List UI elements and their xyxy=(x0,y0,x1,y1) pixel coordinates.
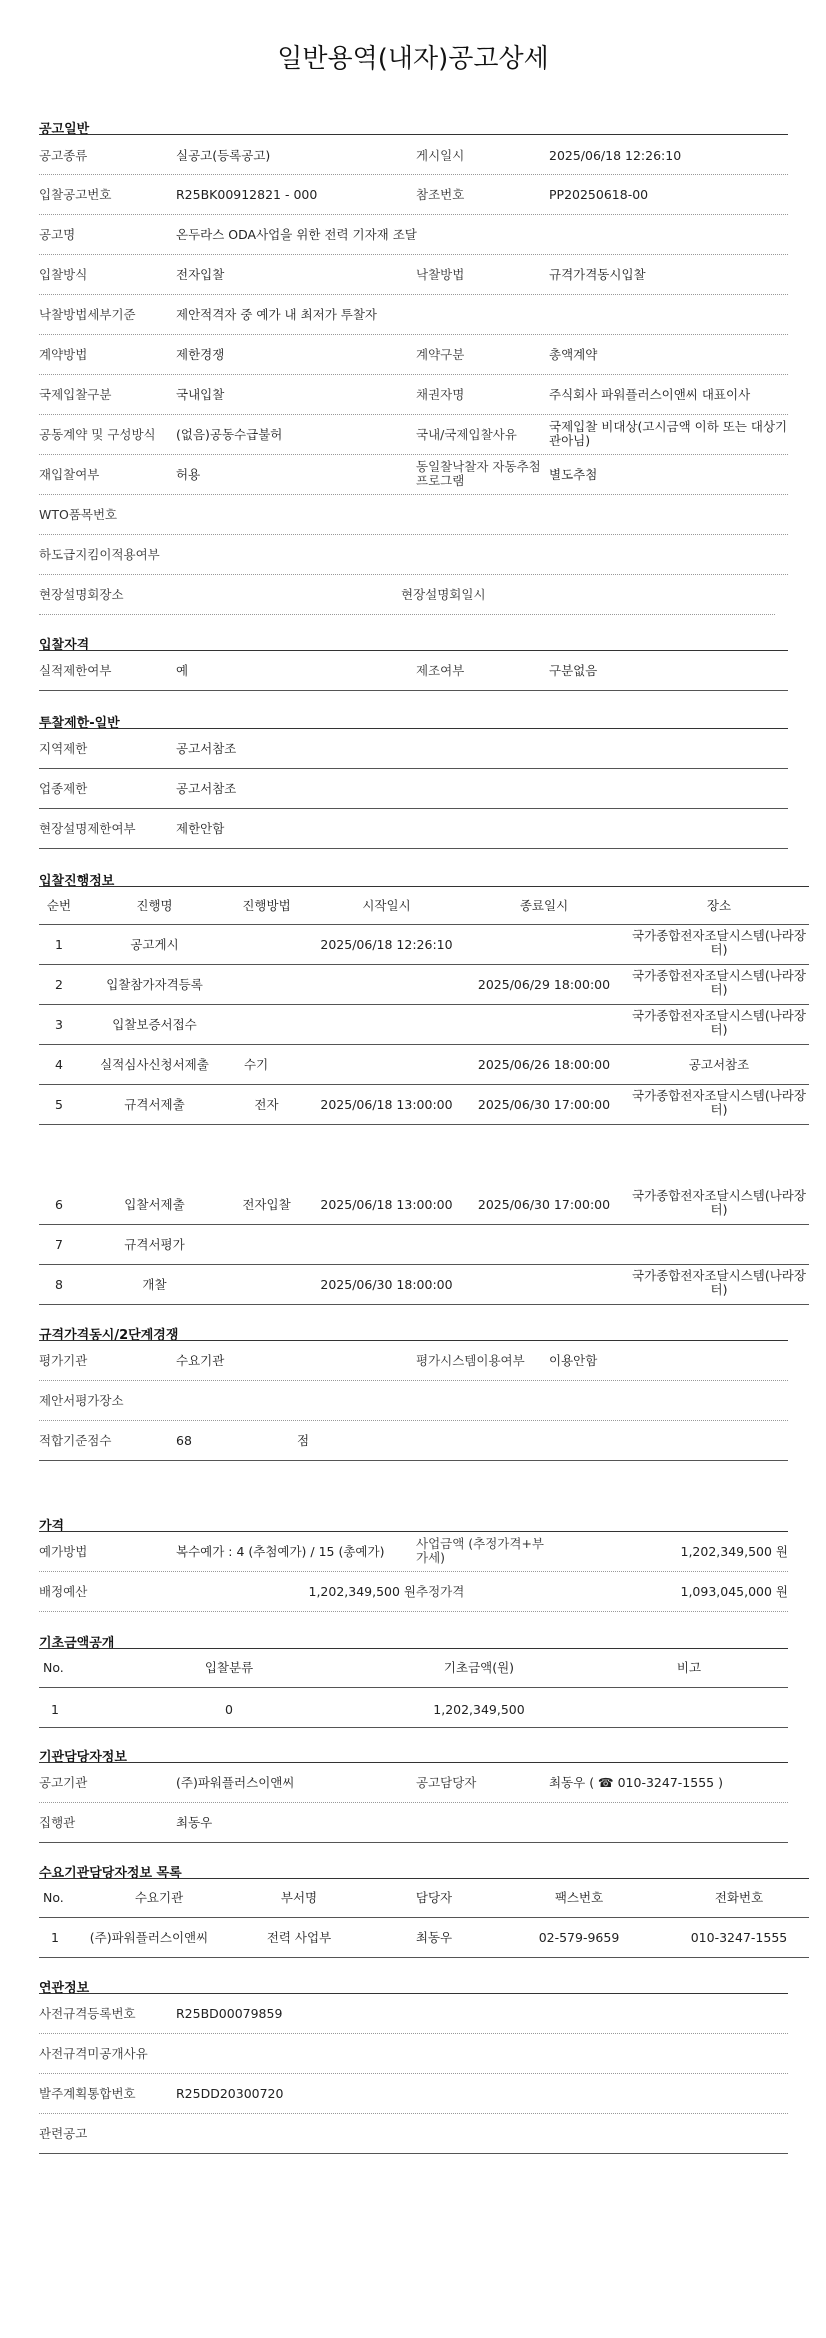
general-label: 현장설명회장소 xyxy=(39,587,124,602)
related-value: R25DD20300720 xyxy=(176,2086,284,2101)
base-cell-amount: 1,202,349,500 xyxy=(433,1702,525,1717)
section-twostage-title: 규격가격동시/2단계경쟁 xyxy=(39,1328,179,1343)
restriction-row-region xyxy=(39,729,788,769)
demand-col-header: 팩스번호 xyxy=(554,1890,604,1905)
twostage-row-place xyxy=(39,1381,788,1421)
general-value: 제한경쟁 xyxy=(176,347,225,362)
related-label: 사전규격등록번호 xyxy=(39,2006,136,2021)
progress-row xyxy=(39,925,809,965)
qualification-value: 예 xyxy=(176,663,189,678)
general-row-site-briefing xyxy=(39,575,775,615)
base-col-header: 비고 xyxy=(676,1660,702,1675)
restriction-value: 공고서참조 xyxy=(176,781,237,796)
general-value: (없음)공동수급불허 xyxy=(176,427,283,442)
progress-cell-name: 입찰서제출 xyxy=(124,1197,185,1212)
price-label: 예가방법 xyxy=(39,1544,88,1559)
demand-col-header: No. xyxy=(43,1890,64,1905)
price-value: 1,093,045,000 원 xyxy=(680,1584,788,1599)
general-label: 국내/국제입찰사유 xyxy=(416,427,517,442)
progress-row xyxy=(39,1225,809,1265)
progress-row xyxy=(39,1185,809,1225)
restriction-label: 현장설명제한여부 xyxy=(39,821,136,836)
progress-cell-method: 수기 xyxy=(244,1057,269,1072)
section-progress-title: 입찰진행정보 xyxy=(39,874,115,889)
section-base-title: 기초금액공개 xyxy=(39,1636,115,1651)
section-restriction-title: 투찰제한-일반 xyxy=(39,716,120,731)
related-row-related-notice xyxy=(39,2114,788,2154)
general-label: 낙찰방법 xyxy=(416,267,465,282)
demand-col-header: 담당자 xyxy=(415,1890,453,1905)
demand-header-row xyxy=(39,1879,809,1918)
progress-cell-name: 공고게시 xyxy=(130,937,179,952)
agency-label: 집행관 xyxy=(39,1815,76,1830)
price-value: 1,202,349,500 원 xyxy=(308,1584,416,1599)
progress-cell-name: 실적심사신청서제출 xyxy=(100,1057,209,1072)
general-value: 국내입찰 xyxy=(176,387,225,402)
progress-cell-no: 1 xyxy=(55,937,63,952)
general-label: 공동계약 및 구성방식 xyxy=(39,427,156,442)
price-label: 사업금액 (추정가격+부가세) xyxy=(416,1536,544,1565)
progress-cell-place: 공고서참조 xyxy=(688,1057,750,1072)
page-title: 일반용역(내자)공고상세 xyxy=(277,44,549,74)
base-col-header: 입찰분류 xyxy=(204,1660,254,1675)
twostage-label: 제안서평가장소 xyxy=(39,1393,124,1408)
agency-row-org xyxy=(39,1763,788,1803)
section-demand-title: 수요기관담당자정보 목록 xyxy=(39,1866,182,1881)
demand-cell-fax: 02-579-9659 xyxy=(538,1930,620,1945)
progress-cell-no: 5 xyxy=(55,1097,63,1112)
general-row-award-criteria xyxy=(39,295,788,335)
twostage-row-score xyxy=(39,1421,788,1461)
progress-cell-place: 국가종합전자조달시스템(나라장터) xyxy=(632,1088,806,1117)
demand-cell-tel: 010-3247-1555 xyxy=(690,1930,788,1945)
general-label: 계약방법 xyxy=(39,347,88,362)
progress-cell-method: 전자 xyxy=(254,1097,279,1112)
qualification-row xyxy=(39,651,788,691)
price-row-budget xyxy=(39,1572,788,1612)
agency-value: 최동우 xyxy=(176,1815,213,1830)
base-cell-no: 1 xyxy=(51,1702,59,1717)
qualification-label: 실적제한여부 xyxy=(39,663,112,678)
progress-cell-name: 입찰참가자격등록 xyxy=(106,977,203,992)
related-label: 발주계획통합번호 xyxy=(39,2086,136,2101)
agency-label: 공고기관 xyxy=(39,1775,88,1790)
progress-cell-place: 국가종합전자조달시스템(나라장터) xyxy=(632,928,806,957)
demand-cell-person: 최동우 xyxy=(415,1930,453,1945)
qualification-label: 제조여부 xyxy=(416,663,465,678)
general-label: 참조번호 xyxy=(416,187,465,202)
demand-cell-org: (주)파워플러스이앤씨 xyxy=(89,1930,209,1945)
general-label: 공고명 xyxy=(39,227,76,242)
progress-row xyxy=(39,1265,809,1305)
general-label: 하도급지킴이적용여부 xyxy=(39,547,160,562)
demand-cell-dept: 전력 사업부 xyxy=(266,1930,332,1945)
general-value: 별도추첨 xyxy=(549,467,598,482)
progress-row xyxy=(39,1005,809,1045)
progress-cell-name: 입찰보증서접수 xyxy=(112,1017,197,1032)
general-row-wto xyxy=(39,495,788,535)
agency-label: 공고담당자 xyxy=(416,1775,477,1790)
base-row xyxy=(39,1688,788,1728)
demand-cell-no: 1 xyxy=(51,1930,59,1945)
general-row-notice-name xyxy=(39,215,788,255)
progress-cell-place: 국가종합전자조달시스템(나라장터) xyxy=(632,1008,806,1037)
restriction-label: 지역제한 xyxy=(39,741,88,756)
general-value: R25BK00912821 - 000 xyxy=(176,187,318,202)
progress-cell-start: 2025/06/30 18:00:00 xyxy=(320,1277,453,1292)
progress-cell-no: 2 xyxy=(55,977,63,992)
progress-col-header: 순번 xyxy=(46,898,72,913)
progress-cell-no: 3 xyxy=(55,1017,63,1032)
general-label: 입찰방식 xyxy=(39,267,88,282)
base-header-row xyxy=(39,1649,788,1688)
progress-cell-start: 2025/06/18 13:00:00 xyxy=(320,1097,453,1112)
progress-cell-place: 국가종합전자조달시스템(나라장터) xyxy=(632,1268,806,1297)
general-label: 입찰공고번호 xyxy=(39,187,112,202)
qualification-value: 구분없음 xyxy=(549,663,598,678)
general-label: 공고종류 xyxy=(39,148,88,163)
general-row-bid-method xyxy=(39,255,788,295)
price-row-method xyxy=(39,1532,788,1572)
progress-cell-end: 2025/06/30 17:00:00 xyxy=(477,1197,611,1212)
general-value: PP20250618-00 xyxy=(549,187,649,202)
general-value: 주식회사 파워플러스이앤씨 대표이사 xyxy=(549,387,751,402)
general-row-notice-type xyxy=(39,135,788,175)
progress-cell-start: 2025/06/18 13:00:00 xyxy=(320,1197,453,1212)
general-row-intl-bid xyxy=(39,375,788,415)
demand-col-header: 수요기관 xyxy=(134,1890,184,1905)
demand-row xyxy=(39,1918,809,1958)
twostage-unit: 점 xyxy=(297,1433,310,1448)
progress-header-row xyxy=(39,887,809,925)
general-row-contract-method xyxy=(39,335,788,375)
progress-cell-no: 7 xyxy=(55,1237,63,1252)
twostage-label: 평가기관 xyxy=(39,1353,88,1368)
general-label: 계약구분 xyxy=(416,347,465,362)
general-label: 현장설명회일시 xyxy=(401,587,486,602)
agency-value: 최동우 ( ☎ 010-3247-1555 ) xyxy=(549,1775,723,1790)
base-cell-class: 0 xyxy=(225,1702,233,1717)
general-row-joint-contract xyxy=(39,415,788,455)
price-label: 추정가격 xyxy=(416,1584,465,1599)
related-value: R25BD00079859 xyxy=(176,2006,283,2021)
progress-col-header: 진행명 xyxy=(136,898,173,913)
progress-cell-name: 개찰 xyxy=(142,1277,167,1292)
section-related-title: 연관정보 xyxy=(39,1981,90,1996)
progress-row xyxy=(39,965,809,1005)
twostage-value: 이용안함 xyxy=(549,1353,598,1368)
twostage-value: 수요기관 xyxy=(176,1353,225,1368)
progress-cell-name: 규격서제출 xyxy=(124,1097,185,1112)
progress-col-header: 시작일시 xyxy=(362,898,411,913)
progress-row xyxy=(39,1045,809,1085)
progress-row xyxy=(39,1085,809,1125)
related-label: 사전규격미공개사유 xyxy=(39,2046,148,2061)
base-col-header: 기초금액(원) xyxy=(443,1660,515,1675)
progress-cell-name: 규격서평가 xyxy=(124,1237,185,1252)
progress-col-header: 종료일시 xyxy=(519,898,569,913)
general-row-notice-number xyxy=(39,175,788,215)
section-qualification-title: 입찰자격 xyxy=(39,638,90,653)
general-label: 재입찰여부 xyxy=(39,467,100,482)
progress-cell-no: 4 xyxy=(55,1057,63,1072)
agency-value: (주)파워플러스이앤씨 xyxy=(176,1775,295,1790)
price-value: 1,202,349,500 원 xyxy=(680,1544,788,1559)
progress-cell-place: 국가종합전자조달시스템(나라장터) xyxy=(632,968,806,997)
progress-col-header: 진행방법 xyxy=(242,898,291,913)
section-general-title: 공고일반 xyxy=(39,122,90,137)
section-price-title: 가격 xyxy=(39,1519,65,1534)
base-col-header: No. xyxy=(43,1660,64,1675)
general-row-rebid xyxy=(39,455,788,495)
general-row-subcontract xyxy=(39,535,788,575)
related-row-prespec xyxy=(39,1994,788,2034)
progress-cell-method: 전자입찰 xyxy=(242,1197,291,1212)
price-value: 복수예가 : 4 (추첨예가) / 15 (총예가) xyxy=(176,1544,385,1559)
related-row-order-plan xyxy=(39,2074,788,2114)
progress-cell-start: 2025/06/18 12:26:10 xyxy=(320,937,453,952)
progress-cell-end: 2025/06/30 17:00:00 xyxy=(477,1097,611,1112)
agency-row-officer xyxy=(39,1803,788,1843)
restriction-value: 공고서참조 xyxy=(176,741,237,756)
general-label: 채권자명 xyxy=(416,387,465,402)
twostage-label: 적합기준점수 xyxy=(39,1433,112,1448)
twostage-value: 68 xyxy=(176,1433,192,1448)
section-agency-title: 기관담당자정보 xyxy=(39,1750,127,1765)
general-value: 총액계약 xyxy=(549,347,598,362)
general-value: 전자입찰 xyxy=(176,267,225,282)
demand-col-header: 부서명 xyxy=(280,1890,318,1905)
general-value: 제안적격자 중 예가 내 최저가 투찰자 xyxy=(176,307,377,322)
general-value: 국제입찰 비대상(고시금액 이하 또는 대상기관아님) xyxy=(549,419,788,448)
progress-cell-no: 6 xyxy=(55,1197,63,1212)
restriction-row-site xyxy=(39,809,788,849)
general-value: 실공고(등록공고) xyxy=(176,148,271,163)
restriction-value: 제한안함 xyxy=(176,821,225,836)
progress-col-header: 장소 xyxy=(706,898,732,913)
restriction-row-industry xyxy=(39,769,788,809)
price-label: 배정예산 xyxy=(39,1584,88,1599)
general-label: 국제입찰구분 xyxy=(39,387,112,402)
related-label: 관련공고 xyxy=(39,2126,88,2141)
progress-cell-end: 2025/06/29 18:00:00 xyxy=(477,977,611,992)
progress-cell-no: 8 xyxy=(55,1277,63,1292)
progress-cell-end: 2025/06/26 18:00:00 xyxy=(477,1057,611,1072)
general-label: 낙찰방법세부기준 xyxy=(39,307,136,322)
related-row-prespec-reason xyxy=(39,2034,788,2074)
twostage-label: 평가시스템이용여부 xyxy=(416,1353,525,1368)
general-value: 규격가격동시입찰 xyxy=(549,267,646,282)
restriction-label: 업종제한 xyxy=(39,781,88,796)
general-value: 2025/06/18 12:26:10 xyxy=(549,148,682,163)
general-label: WTO품목번호 xyxy=(39,507,118,522)
progress-cell-place: 국가종합전자조달시스템(나라장터) xyxy=(632,1188,806,1217)
general-value: 허용 xyxy=(176,467,201,482)
general-label: 동일찰낙찰자 자동추첨프로그램 xyxy=(416,459,541,488)
demand-col-header: 전화번호 xyxy=(714,1890,764,1905)
twostage-row-eval xyxy=(39,1341,788,1381)
general-label: 게시일시 xyxy=(416,148,465,163)
general-value: 온두라스 ODA사업을 위한 전력 기자재 조달 xyxy=(176,227,417,242)
